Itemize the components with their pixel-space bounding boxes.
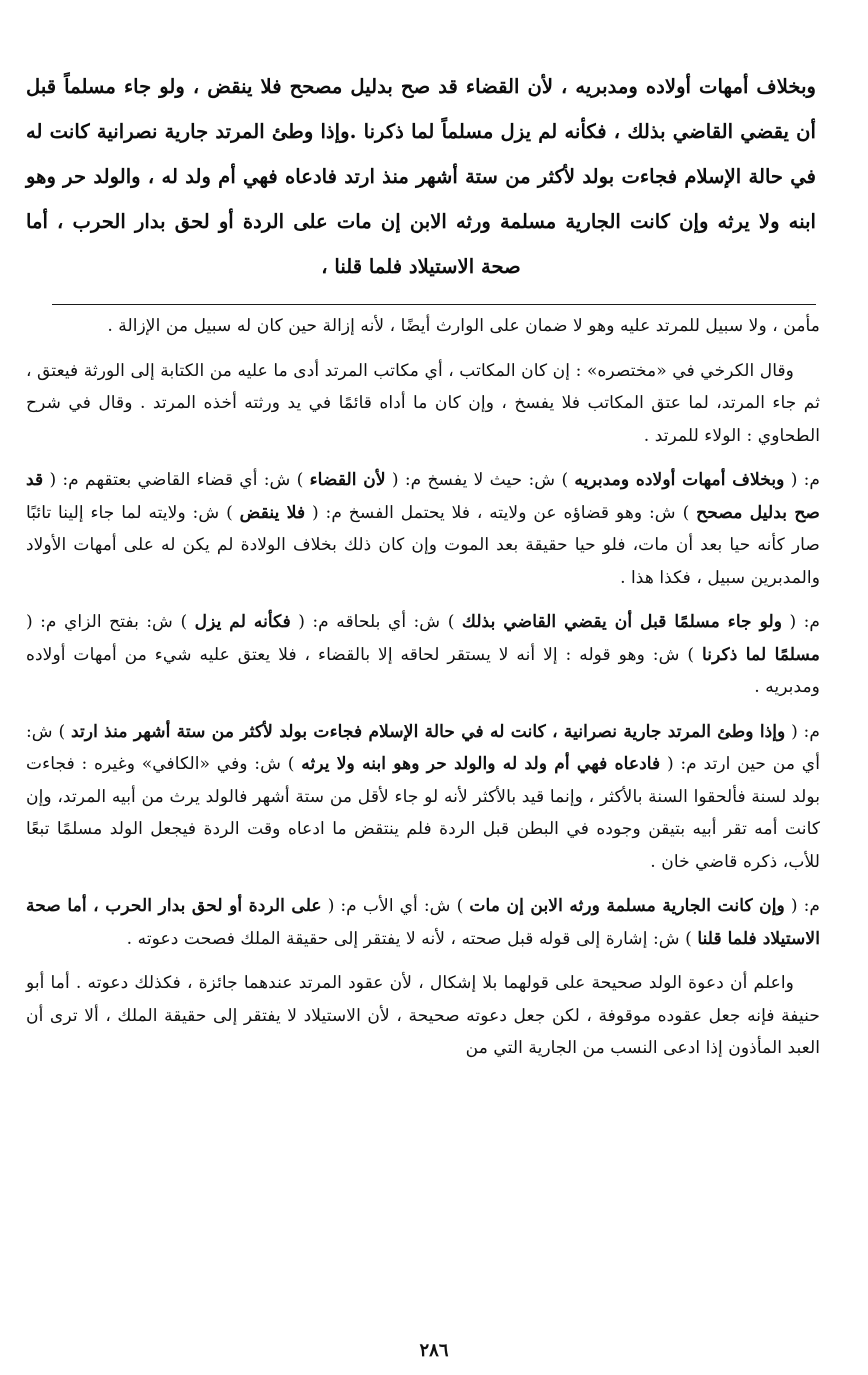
quoted-matn: قد صح بدليل مصحح	[26, 470, 821, 523]
matn-marker: م: (	[790, 470, 821, 490]
quoted-matn: وإن كانت الجارية مسلمة ورثه الابن إن مات	[469, 896, 785, 916]
main-text-matn: وبخلاف أمهات أولاده ومدبريه ، لأن القضاء قد صح بدليل مصحح فلا ينقض ، ولو جاء مسلماً قبل أن يقضي القاضي بذلك ، فكأنه لم يزل مسلماً لما ذكرنا .وإذا وطئ المرتد جارية نصرانية كانت له في حالة الإسلام فجاءت بولد لأكثر من ستة أشهر منذ ارتد فادعاه فهي أم ولد له ، والولد حر وهو ابنه ولا يرثه وإن كانت الجارية مسلمة ورثه الابن إن مات على الردة أو لحق بدار الحرب ، أما صحة الاستيلاد فلما قلنا ،	[26, 75, 816, 278]
sharh-marker: ) ش: أي قضاء القاضي بعتقهم م: (	[49, 470, 304, 490]
sharh-marker: ) ش: أي من حين ارتد م: (	[26, 721, 820, 774]
sharh-text: ) ش: ولايته لما جاء إلينا تائبًا صار كأنه حيا بعد أن مات، فلو حيا حقيقة بعد الموت وإن كان ذلك بخلاف الولادة لم يكن له على أمهات الأولاد والمدبرين سبيل ، فكذا هذا .	[26, 502, 820, 588]
sharh-marker: ) ش: أي الأب م: (	[327, 896, 464, 916]
matn-marker: م: (	[790, 896, 821, 916]
sharh-marker: ) ش: أي بلحاقه م: (	[298, 612, 455, 632]
sharh-marker: ) ش: حيث لا يفسخ م: (	[391, 470, 569, 490]
matn-commentary-divider	[52, 304, 816, 305]
page-number: ٢٨٦	[419, 1340, 449, 1361]
commentary-paragraph-5	[26, 716, 820, 879]
commentary-paragraph-1: مأمن ، ولا سبيل للمرتد عليه وهو لا ضمان على الوارث أيضًا ، لأنه إزالة حين كان له سبيل من الإزالة .	[107, 316, 820, 336]
sharh-text: ) ش: وفي «الكافي» وغيره : فجاءت بولد لسنة فألحقوا السنة بالأكثر ، وإنما قيد بالأكثر لأنه لو جاء لأقل من ستة أشهر فالولد يرث من أبيه المرتد، وإن كانت أمه تقر أبيه بتيقن وجوده في البطن قبل الردة فلم ينتقض ما ادعاه وقت الردة فيجعل الولد مسلمًا تبعًا للأب، ذكره قاضي خان .	[26, 754, 820, 872]
matn-marker: م: (	[791, 721, 820, 742]
quoted-matn: لأن القضاء	[309, 470, 386, 490]
commentary-paragraph-7: واعلم أن دعوة الولد صحيحة على قولهما بلا إشكال ، لأن عقود المرتد عندهما جائزة ، فكذلك دعوته . أما أبو حنيفة فإنه جعل عقوده موقوفة ، لكن جعل دعوته صحيحة ، لأن الاستيلاد لا يفتقر إلى حقيقة الملك ، ألا ترى أن العبد المأذون إذا ادعى النسب من الجارية التي من	[26, 973, 820, 1058]
quoted-matn: فكأنه لم يزل	[194, 612, 291, 632]
sharh-text: ) ش: إشارة إلى قوله قبل صحته ، لأنه لا يفتقر إلى حقيقة الملك فصحت دعوته .	[126, 928, 692, 949]
quoted-matn: وبخلاف أمهات أولاده ومدبريه	[574, 470, 785, 490]
quoted-matn: مسلمًا لما ذكرنا	[702, 644, 821, 665]
sharh-marker: ) ش: وهو قضاؤه عن ولايته ، فلا يحتمل الفسخ م: (	[312, 502, 690, 523]
commentary-paragraph-2: وقال الكرخي في «مختصره» : إن كان المكاتب ، أي مكاتب المرتد أدى ما عليه من الكتابة إلى الورثة فيعتق ، ثم جاء المرتد، لما عتق المكاتب فلا يفسخ ، وإن كان ما أداه قائمًا في يد ورثته أخذه المرتد . وقال في شرح الطحاوي : الولاء للمرتد .	[26, 360, 820, 446]
matn-marker: م: (	[789, 612, 821, 632]
quoted-matn: ولو جاء مسلمًا قبل أن يقضي القاضي بذلك	[461, 612, 783, 632]
commentary-section	[26, 310, 820, 1065]
sharh-marker: ) ش: بفتح الزاي م: (	[26, 612, 188, 632]
quoted-matn: فادعاه فهي أم ولد له والولد حر وهو ابنه ولا يرثه	[301, 754, 661, 774]
sharh-text: ) ش: وهو قوله : إلا أنه لا يستقر لحاقه إلا بالقضاء ، فلا يعتق عليه شيء من أمهات أولاده ومدبريه .	[26, 644, 820, 697]
quoted-matn: على الردة أو لحق بدار الحرب ، أما صحة الاستيلاد فلما قلنا	[26, 896, 820, 949]
commentary-paragraph-6	[26, 890, 820, 955]
quoted-matn: وإذا وطئ المرتد جارية نصرانية ، كانت له في حالة الإسلام فجاءت بولد لأكثر من ستة أشهر منذ ارتد	[70, 721, 786, 742]
quoted-matn: فلا ينقض	[239, 502, 306, 523]
commentary-paragraph-3	[26, 464, 820, 594]
commentary-paragraph-4	[26, 606, 820, 704]
